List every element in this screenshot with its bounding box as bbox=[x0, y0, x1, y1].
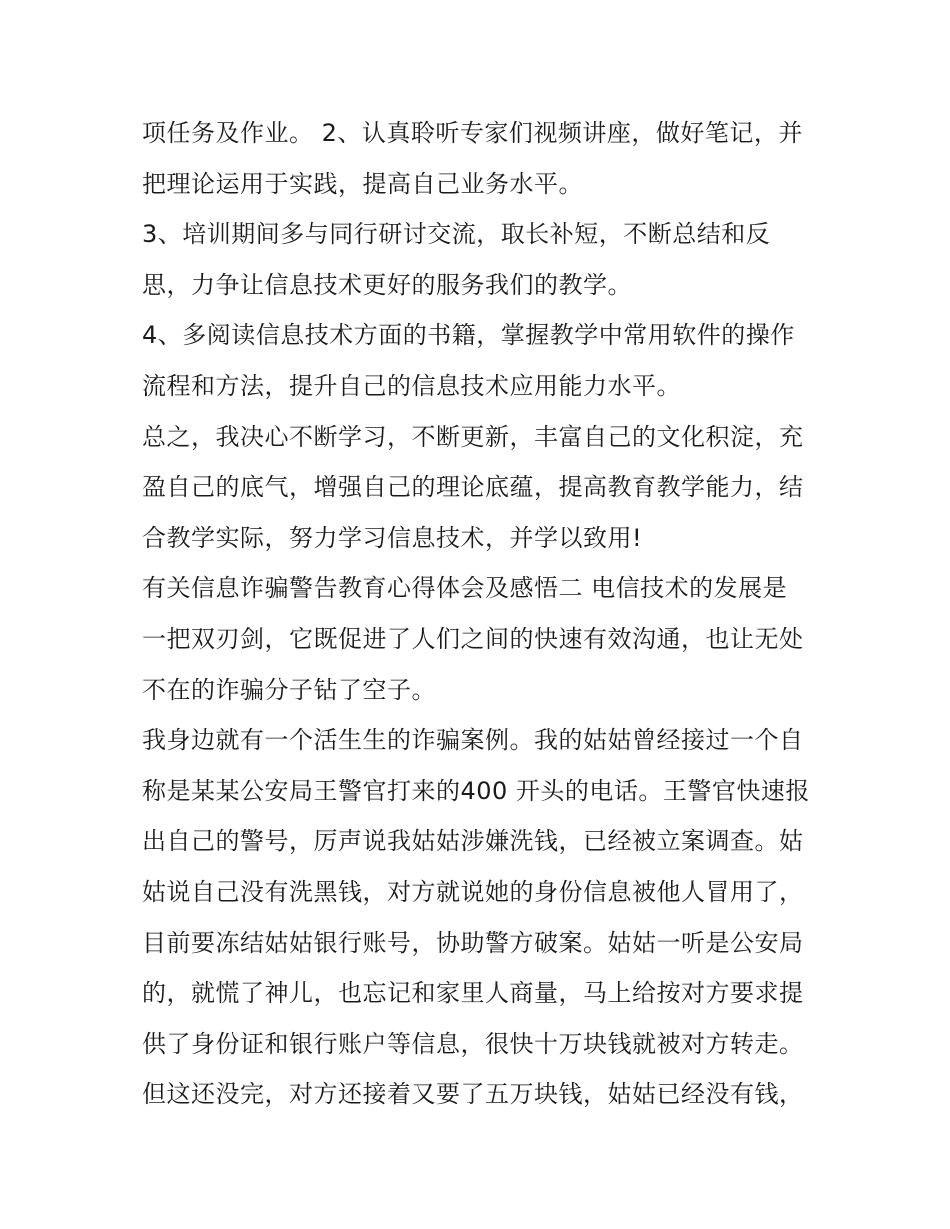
text-line: 供了身份证和银行账户等信息，很快十万块钱就被对方转走。 bbox=[142, 1029, 804, 1058]
text-line: 的，就慌了神儿，也忘记和家里人商量，马上给按对方要求提 bbox=[142, 979, 804, 1008]
text-line: 项任务及作业。 2、认真聆听专家们视频讲座，做好笔记，并 bbox=[142, 119, 803, 147]
text-line: 合教学实际，努力学习信息技术，并学以致用! bbox=[142, 523, 643, 552]
text-line: 一把双刃剑，它既促进了人们之间的快速有效沟通，也让无处 bbox=[142, 624, 804, 653]
text-line: 思，力争让信息技术更好的服务我们的教学。 bbox=[142, 270, 632, 299]
text-line: 我身边就有一个活生生的诈骗案例。我的姑姑曾经接过一个自 bbox=[142, 726, 804, 755]
document-body bbox=[142, 108, 822, 1120]
text-line: 把理论运用于实践，提高自己业务水平。 bbox=[142, 169, 583, 198]
text-line: 总之，我决心不断学习，不断更新，丰富自己的文化积淀，充 bbox=[142, 422, 804, 451]
text-line: 出自己的警号，厉声说我姑姑涉嫌洗钱，已经被立案调查。姑 bbox=[142, 827, 804, 856]
text-line: 姑说自己没有洗黑钱，对方就说她的身份信息被他人冒用了， bbox=[142, 877, 804, 906]
text-line: 3、培训期间多与同行研讨交流，取长补短，不断总结和反 bbox=[142, 220, 771, 249]
text-line: 有关信息诈骗警告教育心得体会及感悟二 电信技术的发展是 bbox=[142, 574, 788, 603]
text-line: 称是某某公安局王警官打来的400 开头的电话。王警官快速报 bbox=[142, 776, 810, 805]
text-line: 流程和方法，提升自己的信息技术应用能力水平。 bbox=[142, 371, 681, 400]
text-line: 盈自己的底气，增强自己的理论底蕴，提高教育教学能力，结 bbox=[142, 473, 804, 502]
text-line: 4、多阅读信息技术方面的书籍，掌握教学中常用软件的操作 bbox=[142, 321, 795, 350]
text-line: 但这还没完，对方还接着又要了五万块钱，姑姑已经没有钱， bbox=[142, 1080, 804, 1109]
text-line: 不在的诈骗分子钻了空子。 bbox=[142, 675, 436, 704]
text-line: 目前要冻结姑姑银行账号，协助警方破案。姑姑一听是公安局 bbox=[142, 928, 804, 957]
